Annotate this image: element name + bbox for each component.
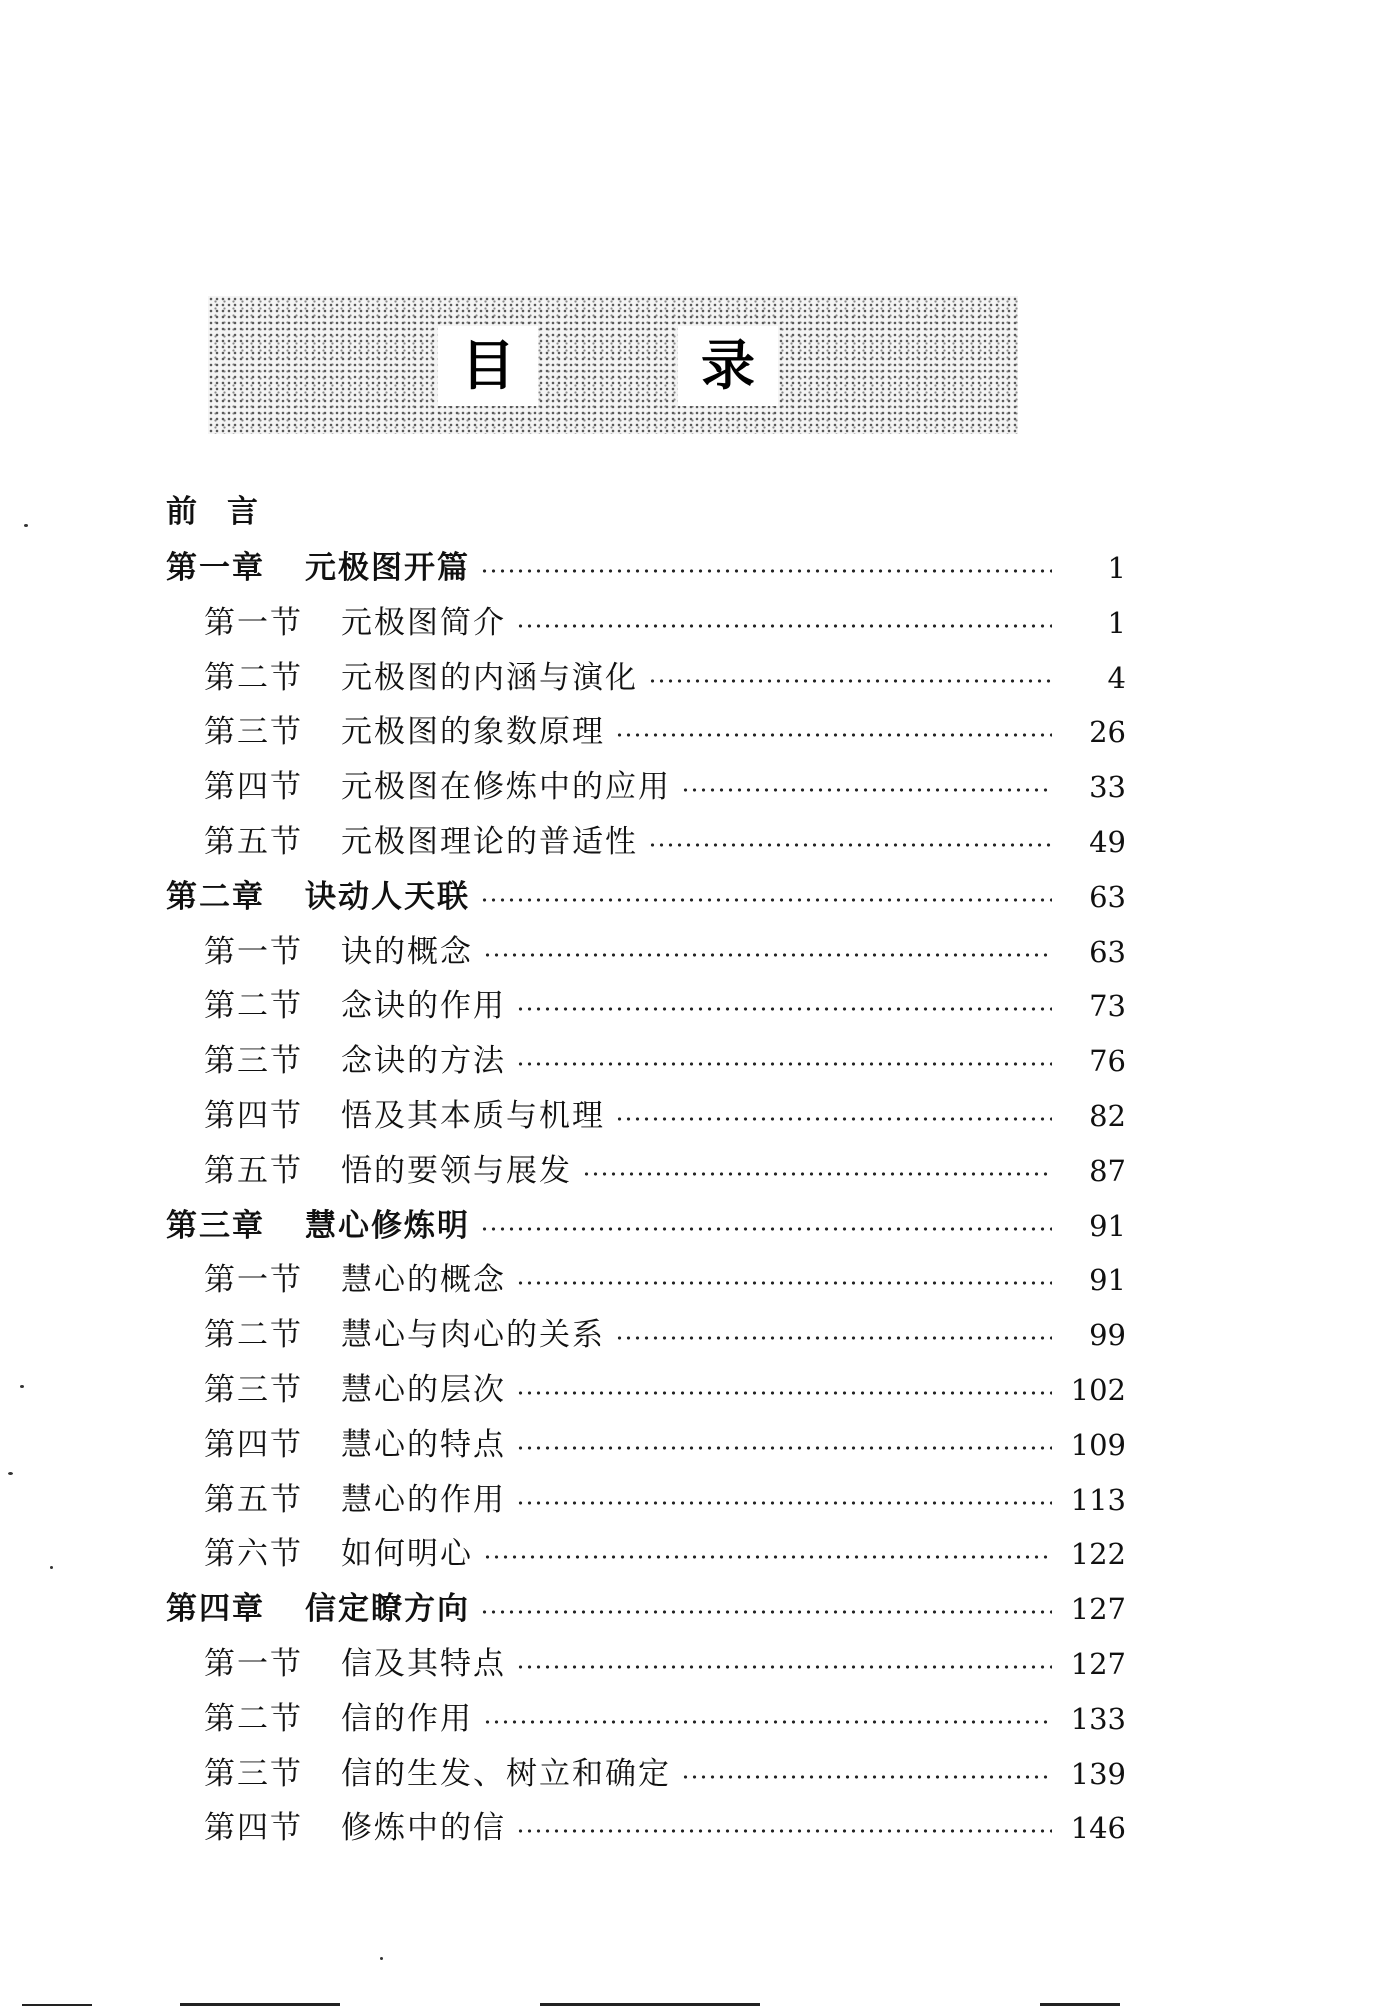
page-number: 127 [1070, 1647, 1126, 1681]
section-title: 信的作用 [341, 1701, 473, 1737]
section-label: 第五节 [204, 824, 303, 860]
dot-leader [681, 1773, 1052, 1781]
toc-section[interactable] [204, 820, 1126, 864]
page-number: 91 [1089, 1209, 1126, 1243]
toc-section[interactable] [204, 710, 1126, 754]
toc-section[interactable] [204, 930, 1126, 974]
section-title: 如何明心 [341, 1536, 473, 1572]
section-label: 第二节 [204, 1701, 303, 1737]
dot-leader [648, 841, 1052, 849]
toc-section[interactable] [204, 1094, 1126, 1138]
dot-leader [480, 1608, 1052, 1616]
section-title: 修炼中的信 [341, 1810, 506, 1846]
toc-section[interactable] [204, 1642, 1126, 1686]
page-number: 63 [1089, 880, 1126, 914]
section-title: 信及其特点 [341, 1646, 506, 1682]
section-title: 信的生发、树立和确定 [341, 1756, 671, 1792]
chapter-label: 第二章 [166, 879, 265, 915]
scan-edge-line [1040, 2003, 1120, 2006]
dot-leader [480, 896, 1052, 904]
dot-leader [681, 786, 1052, 794]
scan-edge-line [180, 2003, 340, 2006]
page-number: 113 [1070, 1483, 1126, 1517]
page-number: 133 [1070, 1702, 1126, 1736]
dot-leader [483, 1718, 1052, 1726]
dot-leader [615, 731, 1052, 739]
chapter-title: 慧心修炼明 [305, 1208, 470, 1244]
section-label: 第三节 [204, 1756, 303, 1792]
dot-leader [582, 1170, 1052, 1178]
page-number: 102 [1070, 1373, 1126, 1407]
toc-section[interactable] [204, 1532, 1126, 1576]
dot-leader [516, 1389, 1052, 1397]
section-title: 慧心的特点 [341, 1427, 506, 1463]
section-title: 念诀的作用 [341, 988, 506, 1024]
dot-leader [516, 1005, 1052, 1013]
dot-leader [516, 1499, 1052, 1507]
toc-section[interactable] [204, 1423, 1126, 1467]
preface-label: 前言 [166, 494, 288, 530]
chapter-label: 第一章 [166, 550, 265, 586]
page-number: 63 [1089, 935, 1126, 969]
section-label: 第五节 [204, 1153, 303, 1189]
dot-leader [483, 951, 1052, 959]
dot-leader [615, 1334, 1052, 1342]
title-char-1: 目 [438, 326, 538, 406]
toc-section[interactable] [204, 1697, 1126, 1741]
scan-speck [8, 1472, 13, 1475]
dot-leader [516, 622, 1052, 630]
scan-speck [20, 1385, 24, 1388]
dot-leader [516, 1827, 1052, 1835]
dot-leader [648, 677, 1052, 685]
scan-speck [50, 1566, 53, 1569]
title-char-2: 录 [678, 326, 778, 406]
toc-section[interactable] [204, 1149, 1126, 1193]
toc-section[interactable] [204, 1368, 1126, 1412]
page-number: 146 [1070, 1811, 1126, 1845]
page-number: 109 [1070, 1428, 1126, 1462]
page-number: 127 [1070, 1592, 1126, 1626]
section-label: 第二节 [204, 660, 303, 696]
dot-leader [483, 1553, 1052, 1561]
section-title: 元极图理论的普适性 [341, 824, 638, 860]
section-title: 悟及其本质与机理 [341, 1098, 605, 1134]
page-number: 87 [1089, 1154, 1126, 1188]
section-title: 慧心与肉心的关系 [341, 1317, 605, 1353]
toc-chapter-1[interactable] [166, 546, 1126, 590]
scan-edge-line [22, 2004, 92, 2006]
page-number: 76 [1089, 1044, 1126, 1078]
toc-section[interactable] [204, 765, 1126, 809]
toc-preface[interactable] [166, 490, 466, 534]
chapter-label: 第四章 [166, 1591, 265, 1627]
dot-leader [480, 1225, 1052, 1233]
toc-section[interactable] [204, 656, 1126, 700]
page-number: 139 [1070, 1757, 1126, 1791]
section-label: 第三节 [204, 714, 303, 750]
dot-leader [516, 1060, 1052, 1068]
section-title: 念诀的方法 [341, 1043, 506, 1079]
dot-leader [615, 1115, 1052, 1123]
section-title: 慧心的层次 [341, 1372, 506, 1408]
section-label: 第三节 [204, 1372, 303, 1408]
page-number: 73 [1089, 989, 1126, 1023]
page-number: 99 [1089, 1318, 1126, 1352]
section-title: 元极图简介 [341, 605, 506, 641]
scan-edge-line [540, 2003, 760, 2006]
section-label: 第一节 [204, 1646, 303, 1682]
page-number: 91 [1089, 1263, 1126, 1297]
section-label: 第五节 [204, 1482, 303, 1518]
toc-title-banner [208, 296, 1018, 434]
section-label: 第二节 [204, 1317, 303, 1353]
chapter-title: 元极图开篇 [305, 550, 470, 586]
section-title: 元极图的内涵与演化 [341, 660, 638, 696]
toc-section[interactable] [204, 984, 1126, 1028]
page-number: 49 [1089, 825, 1126, 859]
scan-speck [380, 1957, 383, 1960]
section-label: 第三节 [204, 1043, 303, 1079]
page-number: 33 [1089, 770, 1126, 804]
page-number: 26 [1089, 715, 1126, 749]
dot-leader [480, 567, 1052, 575]
section-title: 元极图的象数原理 [341, 714, 605, 750]
section-label: 第一节 [204, 1262, 303, 1298]
toc-section[interactable] [204, 1313, 1126, 1357]
toc-chapter-2[interactable] [166, 875, 1126, 919]
chapter-title: 诀动人天联 [305, 879, 470, 915]
section-label: 第四节 [204, 1810, 303, 1846]
section-title: 慧心的作用 [341, 1482, 506, 1518]
section-label: 第一节 [204, 934, 303, 970]
section-title: 悟的要领与展发 [341, 1153, 572, 1189]
section-title: 元极图在修炼中的应用 [341, 769, 671, 805]
page-number: 4 [1107, 661, 1126, 695]
section-label: 第四节 [204, 769, 303, 805]
chapter-title: 信定瞭方向 [305, 1591, 470, 1627]
section-label: 第四节 [204, 1098, 303, 1134]
section-label: 第四节 [204, 1427, 303, 1463]
page-number: 1 [1107, 606, 1126, 640]
chapter-label: 第三章 [166, 1208, 265, 1244]
page-number: 1 [1107, 551, 1126, 585]
toc-section[interactable] [204, 1039, 1126, 1083]
toc-chapter-3[interactable] [166, 1204, 1126, 1248]
toc-section[interactable] [204, 1478, 1126, 1522]
dot-leader [516, 1444, 1052, 1452]
section-label: 第六节 [204, 1536, 303, 1572]
section-label: 第二节 [204, 988, 303, 1024]
page-number: 122 [1070, 1537, 1126, 1571]
section-title: 诀的概念 [341, 934, 473, 970]
section-label: 第一节 [204, 605, 303, 641]
scan-speck [24, 524, 28, 527]
toc-section[interactable] [204, 1258, 1126, 1302]
toc-chapter-4[interactable] [166, 1587, 1126, 1631]
toc-section[interactable] [204, 1806, 1126, 1850]
page-number: 82 [1089, 1099, 1126, 1133]
toc-section[interactable] [204, 1752, 1126, 1796]
toc-section[interactable] [204, 601, 1126, 645]
dot-leader [516, 1663, 1052, 1671]
dot-leader [516, 1279, 1052, 1287]
section-title: 慧心的概念 [341, 1262, 506, 1298]
